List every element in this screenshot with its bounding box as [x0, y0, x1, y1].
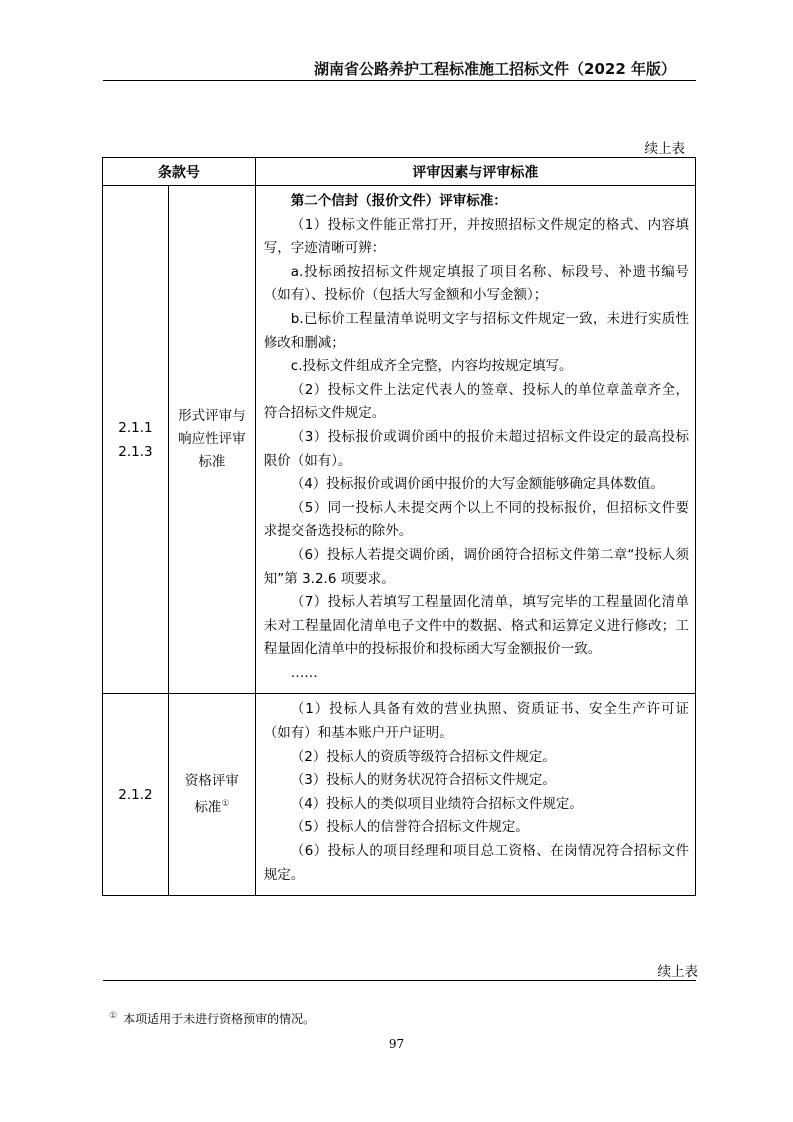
continued-label-bottom: 续上表 — [657, 964, 698, 980]
criteria-item: （7）投标人若填写工程量固化清单，填写完毕的工程量固化清单未对工程量固化清单电子文件中的数据、格式和运算定义进行修改；工程量固化清单中的投标报价和投标函大写金额报价一致。 — [263, 594, 689, 658]
footnote — [109, 1010, 315, 1027]
table-header-row — [103, 158, 696, 186]
table-row — [103, 694, 696, 896]
review-factor-cell — [168, 186, 255, 694]
criteria-item: （4）投标报价或调价函中报价的大写金额能够确定具体数值。 — [290, 476, 664, 493]
clause-number: 2.1.3 — [118, 443, 153, 460]
review-factor-line: 响应性评审 — [178, 431, 246, 448]
criteria-item: （4）投标人的类似项目业绩符合招标文件规定。 — [290, 795, 583, 812]
criteria-ellipsis: …… — [290, 664, 318, 681]
continued-label-top: 续上表 — [644, 141, 685, 157]
footnote-rule — [103, 980, 696, 981]
review-factor-line: 资格评审 — [184, 773, 239, 790]
header-clause-number: 条款号 — [103, 158, 256, 186]
table-row — [103, 186, 696, 694]
criteria-item: a.投标函按招标文件规定填报了项目名称、标段号、补遗书编号（如有）、投标价（包括大写金额和小写金额）； — [263, 263, 689, 304]
criteria-item: （3）投标人的财务状况符合招标文件规定。 — [290, 772, 556, 789]
criteria-item: （1）投标文件能正常打开，并按照招标文件规定的格式、内容填写，字迹清晰可辨： — [263, 216, 689, 257]
review-criteria-cell — [255, 186, 695, 694]
criteria-item: c.投标文件组成齐全完整，内容均按规定填写。 — [290, 358, 573, 375]
criteria-heading: 第二个信封（报价文件）评审标准： — [290, 193, 507, 209]
review-criteria-cell — [255, 694, 695, 896]
page-number: 97 — [388, 1037, 405, 1051]
criteria-item: （5）投标人的信誉符合招标文件规定。 — [290, 819, 529, 836]
clause-number: 2.1.1 — [118, 419, 153, 436]
header-rule — [103, 80, 696, 81]
document-header-title: 湖南省公路养护工程标准施工招标文件（2022 年版） — [314, 60, 676, 78]
footnote-text: 本项适用于未进行资格预审的情况。 — [123, 1012, 316, 1026]
criteria-item: b.已标价工程量清单说明文字与招标文件规定一致，未进行实质性修改和删减； — [263, 310, 689, 351]
review-factor-line: 标准 — [198, 454, 226, 471]
review-factor-line: 形式评审与 — [178, 408, 246, 425]
review-factor-line: 标准 — [194, 799, 222, 816]
criteria-item: （2）投标人的资质等级符合招标文件规定。 — [290, 748, 556, 765]
header-evaluation-criteria: 评审因素与评审标准 — [255, 158, 695, 186]
criteria-item: （1）投标人具备有效的营业执照、资质证书、安全生产许可证（如有）和基本账户开户证明。 — [263, 701, 689, 742]
footnote-mark: ① — [109, 1011, 118, 1021]
criteria-item: （3）投标报价或调价函中的报价未超过招标文件设定的最高投标限价（如有）。 — [263, 428, 689, 469]
clause-number: 2.1.2 — [118, 786, 153, 803]
criteria-item: （6）投标人的项目经理和项目总工资格、在岗情况符合招标文件规定。 — [263, 843, 689, 883]
evaluation-criteria-table — [102, 157, 696, 896]
criteria-item: （6）投标人若提交调价函，调价函符合招标文件第二章“投标人须知”第 3.2.6 项要求。 — [263, 546, 689, 587]
clause-number-cell — [103, 186, 169, 694]
clause-number-cell — [103, 694, 169, 896]
criteria-item: （2）投标文件上法定代表人的签章、投标人的单位章盖章齐全，符合招标文件规定。 — [263, 381, 689, 422]
review-factor-cell — [168, 694, 255, 896]
footnote-reference[interactable]: ① — [221, 799, 230, 810]
criteria-item: （5）同一投标人未提交两个以上不同的投标报价，但招标文件要求提交备选投标的除外。 — [263, 499, 689, 540]
review-factor-line-with-note — [175, 793, 249, 820]
